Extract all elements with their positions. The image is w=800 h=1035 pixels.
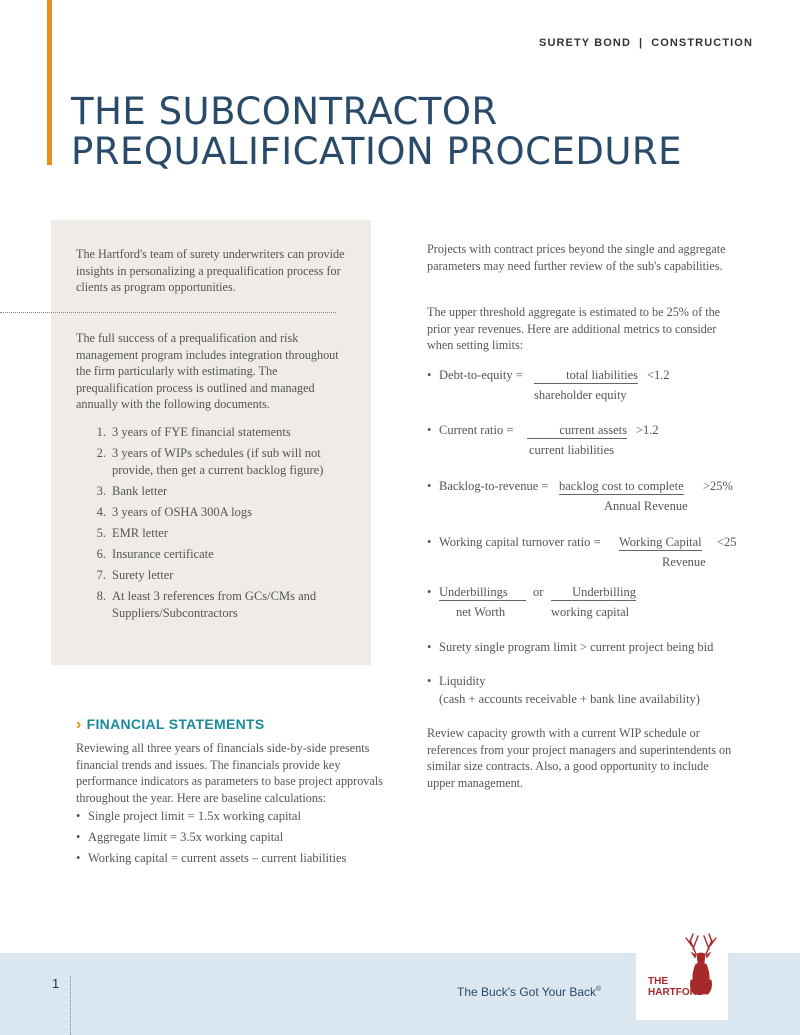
metric-denominator: Annual Revenue bbox=[604, 499, 688, 513]
list-item bbox=[76, 445, 351, 478]
list-item-number: 8. bbox=[96, 589, 106, 604]
metric-numerator: backlog cost to complete bbox=[559, 479, 684, 493]
metric-denominator: working capital bbox=[551, 605, 630, 619]
metric-working-capital-turnover bbox=[427, 534, 767, 574]
hartford-logo bbox=[636, 932, 728, 1020]
prequalification-paragraph: The full success of a prequalification and risk management program includes integration throughout the firm particularly with estimating. The prequalification process is outlined and managed annually with the following documents. bbox=[76, 331, 339, 412]
logo-text-line: THE bbox=[648, 976, 668, 987]
metric-numerator: Underbilling bbox=[551, 584, 636, 601]
metric-label: Liquidity bbox=[439, 674, 486, 688]
category-separator: | bbox=[639, 37, 644, 49]
list-item: • Aggregate limit = 3.5x working capital bbox=[76, 829, 346, 845]
list-item-text: Bank letter bbox=[112, 483, 168, 498]
threshold-paragraph: The upper threshold aggregate is estimated to be 25% of the prior year revenues. Here are additional metrics to consider when setting limits: bbox=[427, 305, 721, 353]
documents-list bbox=[76, 424, 351, 626]
list-item bbox=[76, 483, 351, 500]
list-item bbox=[76, 525, 351, 542]
metric-numerator: total liabilities bbox=[534, 367, 638, 384]
bullet: • bbox=[427, 640, 432, 654]
bullet: • bbox=[427, 585, 432, 599]
metric-label: Debt-to-equity = bbox=[439, 368, 523, 382]
bullet: • bbox=[427, 423, 432, 437]
bullet: • bbox=[427, 479, 432, 493]
registered-mark: ® bbox=[596, 986, 602, 993]
metric-current-ratio bbox=[427, 422, 747, 462]
list-item-number: 2. bbox=[96, 446, 106, 461]
list-item bbox=[76, 546, 351, 563]
list-item-number: 7. bbox=[96, 568, 106, 583]
metric-threshold: >25% bbox=[703, 479, 733, 493]
calculations-list bbox=[76, 808, 346, 871]
list-item bbox=[76, 567, 351, 584]
financial-statements-paragraph: Reviewing all three years of financials side-by-side presents financial trends and issues. The financials provide key performance indicators as parameters to base project approvals throughout the year. Here are baseline calculations: bbox=[76, 741, 383, 805]
metric-debt-to-equity bbox=[427, 367, 747, 407]
metric-denominator: Revenue bbox=[662, 555, 706, 569]
category-label: SURETY BOND bbox=[539, 37, 631, 49]
title-line: PREQUALIFICATION PROCEDURE bbox=[71, 130, 682, 173]
metric-threshold: >1.2 bbox=[636, 423, 659, 437]
list-item-text: Insurance certificate bbox=[112, 547, 214, 562]
tagline-text: The Buck's Got Your Back bbox=[457, 985, 597, 999]
accent-bar bbox=[47, 0, 52, 165]
list-item-number: 3. bbox=[96, 483, 106, 498]
tagline bbox=[457, 985, 601, 999]
title-line: THE SUBCONTRACTOR bbox=[71, 90, 498, 133]
document-category bbox=[539, 37, 753, 49]
logo-wordmark bbox=[648, 976, 704, 998]
list-item-text: 3 years of WIPs schedules (if sub will not provide, then get a current backlog figure) bbox=[112, 446, 324, 477]
metric-denominator: current liabilities bbox=[529, 443, 615, 457]
capacity-growth-paragraph: Review capacity growth with a current WIP schedule or references from your project managers and superintendents on similar size contracts. Also, a good opportunity to include upper management. bbox=[427, 726, 732, 790]
list-item-number: 6. bbox=[96, 547, 106, 562]
intro-paragraph: The Hartford's team of surety underwriters can provide insights in personalizing a prequalification process for clients as program opportunities. bbox=[76, 247, 345, 295]
category-label: CONSTRUCTION bbox=[651, 37, 753, 49]
metric-numerator: Underbillings bbox=[439, 584, 526, 601]
list-item-number: 4. bbox=[96, 504, 106, 519]
metric-label: Backlog-to-revenue = bbox=[439, 479, 549, 493]
list-item bbox=[76, 588, 351, 621]
section-heading-text: FINANCIAL STATEMENTS bbox=[86, 716, 265, 732]
metric-numerator: current assets bbox=[527, 422, 627, 439]
metric-denominator: shareholder equity bbox=[534, 388, 627, 402]
list-item-text: 3 years of FYE financial statements bbox=[112, 425, 291, 439]
footer-divider bbox=[70, 976, 71, 1035]
bullet: • bbox=[427, 368, 432, 382]
list-item-text: Surety letter bbox=[112, 568, 174, 583]
metric-underbillings bbox=[427, 584, 747, 624]
list-item-number: 1. bbox=[96, 425, 106, 439]
list-item-text: EMR letter bbox=[112, 525, 168, 540]
logo-text-line: HARTFORD bbox=[648, 987, 705, 998]
list-item: • Single project limit = 1.5x working capital bbox=[76, 808, 346, 824]
bullet: • bbox=[427, 674, 432, 688]
dotted-divider bbox=[0, 312, 336, 313]
list-item bbox=[76, 504, 351, 521]
metric-label: Working capital turnover ratio = bbox=[439, 535, 601, 549]
list-item: • Working capital = current assets – current liabilities bbox=[76, 850, 346, 866]
page-number: 1 bbox=[52, 976, 60, 991]
list-item-text: At least 3 references from GCs/CMs and Suppliers/Subcontractors bbox=[112, 589, 317, 620]
bullet: • bbox=[427, 535, 432, 549]
metric-or: or bbox=[533, 585, 544, 599]
list-item bbox=[76, 424, 351, 441]
metric-label: Current ratio = bbox=[439, 423, 514, 437]
metric-denominator: net Worth bbox=[456, 605, 506, 619]
section-heading bbox=[76, 716, 265, 734]
contract-parameters-paragraph: Projects with contract prices beyond the single and aggregate parameters may need further review of the sub's capabilities. bbox=[427, 242, 726, 273]
page-title bbox=[71, 92, 682, 172]
metric-numerator: Working Capital bbox=[619, 535, 702, 549]
metric-liquidity bbox=[427, 673, 767, 709]
metric-threshold: <25 bbox=[717, 535, 737, 549]
chevron-right-icon: › bbox=[76, 716, 82, 733]
metric-backlog-to-revenue bbox=[427, 478, 767, 518]
metric-text: (cash + accounts receivable + bank line availability) bbox=[439, 692, 700, 706]
list-item-number: 5. bbox=[96, 525, 106, 540]
list-item-text: 3 years of OSHA 300A logs bbox=[112, 504, 252, 519]
metric-text: Surety single program limit > current project being bid bbox=[439, 640, 714, 654]
metric-threshold: <1.2 bbox=[647, 368, 670, 382]
